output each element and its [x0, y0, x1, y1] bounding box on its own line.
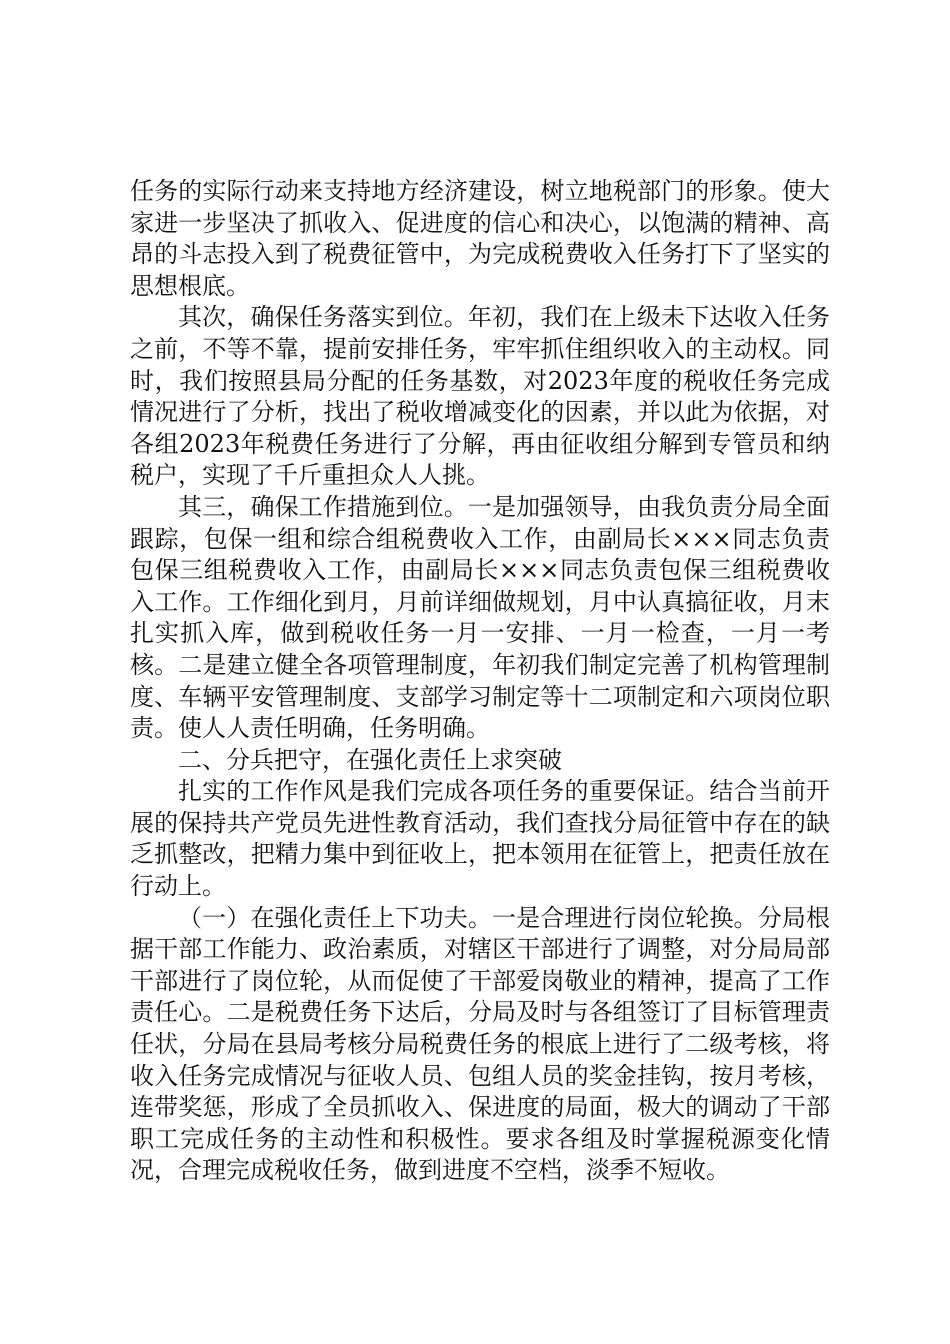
body-text: [130, 176, 830, 1187]
paragraph-responsibility: （一）在强化责任上下功夫。一是合理进行岗位轮换。分局根据干部工作能力、政治素质，对辖区干部进行了调整，对分局局部干部进行了岗位轮，从而促使了干部爱岗敬业的精神，提高了工作责任心。二是税费任务下达后，分局及时与各组签订了目标管理责任状，分局在县局考核分局税费任务的根底上进行了二级考核，将收入任务完成情况与征收人员、包组人员的奖金挂钩，按月考核，连带奖惩，形成了全员抓收入、保进度的局面，极大的调动了干部职工完成任务的主动性和积极性。要求各组及时掌握税源变化情况，合理完成税收任务，做到进度不空档，淡季不短收。: [130, 903, 830, 1185]
section-heading: 二、分兵把守，在强化责任上求突破: [178, 745, 562, 774]
paragraph-third-measures: 其三，确保工作措施到位。一是加强领导，由我负责分局全面跟踪，包保一组和综合组税费收入工作，由副局长×××同志负责包保三组税费收入工作，由副局长×××同志负责包保三组税费收入工作。工作细化到月，月前详细做规划，月中认真搞征收，月末扎实抓入库，做到税收任务一月一安排、一月一检查，一月一考核。二是建立健全各项管理制度，年初我们制定完善了机构管理制度、车辆平安管理制度、支部学习制定等十二项制定和六项岗位职责。使人人责任明确，任务明确。: [130, 492, 830, 743]
paragraph-work-style: 扎实的工作作风是我们完成各项任务的重要保证。结合当前开展的保持共产党员先进性教育活动，我们查找分局征管中存在的缺乏抓整改，把精力集中到征收上，把本领用在征管上，把责任放在行动上。: [130, 777, 830, 901]
paragraph-second-task: 其次，确保任务落实到位。年初，我们在上级未下达收入任务之前，不等不靠，提前安排任务，牢牢抓住组织收入的主动权。同时，我们按照县局分配的任务基数，对2023年度的税收任务完成情况进行了分析，找出了税收增减变化的因素，并以此为依据，对各组2023年税费任务进行了分解，再由征收组分解到专管员和纳税户，实现了千斤重担众人人挑。: [130, 303, 830, 490]
paragraph-continuation: 任务的实际行动来支持地方经济建设，树立地税部门的形象。使大家进一步坚决了抓收入、促进度的信心和决心，以饱满的精神、高昂的斗志投入到了税费征管中，为完成税费收入任务打下了坚实的思想根底。: [130, 177, 830, 300]
